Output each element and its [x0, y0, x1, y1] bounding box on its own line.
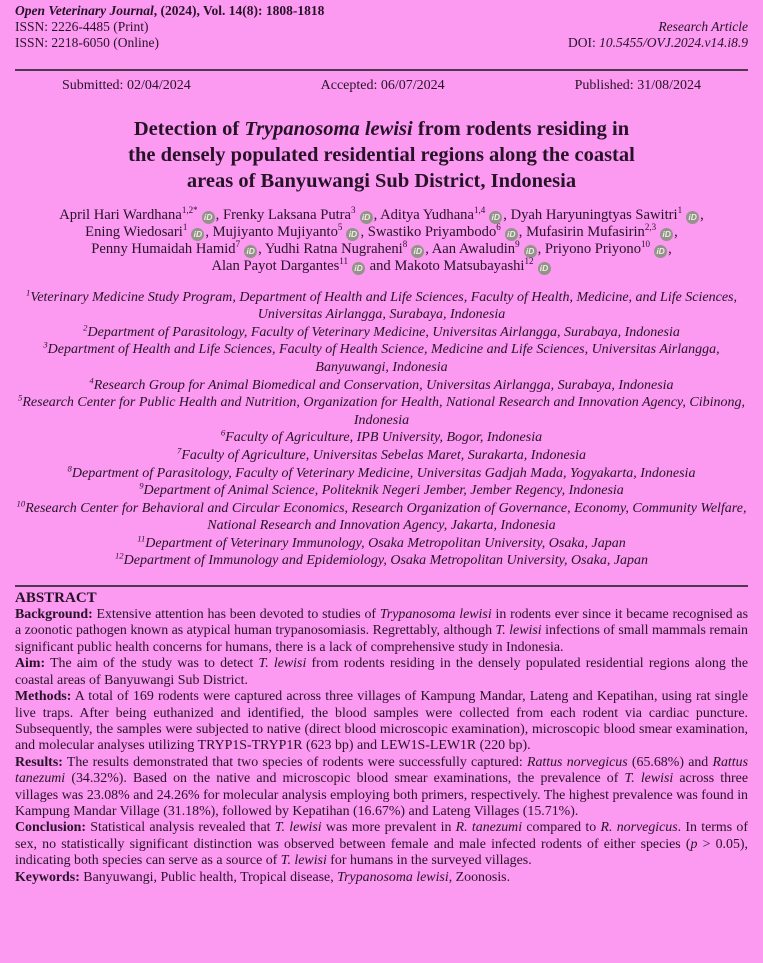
abstract-paragraph	[15, 820, 748, 869]
text-run: was more prevalent in	[321, 820, 456, 836]
text-run: Rattus tanezumi	[15, 754, 748, 787]
author-name: April Hari Wardhana$^{1,2*}$iD	[59, 207, 215, 223]
orcid-icon[interactable]: iD	[346, 228, 359, 241]
abstract-paragraph	[15, 755, 748, 821]
title-line	[0, 142, 763, 168]
author-affiliation-sup: 6	[496, 221, 501, 232]
abstract-body	[15, 607, 748, 886]
author-affiliation-sup: 1	[677, 204, 683, 215]
journal-citation-line	[15, 3, 748, 19]
abstract-paragraph	[15, 607, 748, 656]
author-affiliation-sup: 8	[402, 238, 408, 249]
author-line: Ening Wiedosari$^1$iD , Mujiyanto Mujiyanto$^5$iD , Swastiko Priyambodo$^6$iD , Mufasirin Mufasirin$^{2,3}$iD ,	[85, 221, 678, 240]
affiliation-item: $^4$Research Group for Animal Biomedical and Conservation, Universitas Airlangga, Surabaya, Indonesia	[89, 374, 674, 393]
text-run: from rodents residing in	[412, 117, 630, 140]
orcid-icon[interactable]: iD	[489, 211, 502, 224]
title-line	[0, 116, 763, 142]
text-run: T. lewisi	[280, 853, 327, 869]
issn-online: ISSN: 2218-6050 (Online)	[15, 35, 159, 51]
text-run: 10.5455/OVJ.2024.v14.i8.9	[599, 35, 748, 51]
text-run: . In terms of sex, no statistically significant distinction was observed between female and male infected rodents of either species (	[15, 820, 748, 852]
orcid-icon[interactable]: iD	[524, 245, 537, 258]
author-affiliation-sup: 7	[235, 238, 241, 249]
affiliation-item: $^3$Department of Health and Life Sciences, Faculty of Health Science, Medicine and Life Sciences, Universitas Airlangga, Banyuwangi, Indonesia	[43, 339, 720, 375]
text-run: p	[690, 836, 698, 852]
text-run: (65.68%) and	[627, 754, 713, 770]
affiliations-list	[0, 286, 763, 571]
abstract-heading: ABSTRACT	[15, 590, 97, 607]
orcid-icon[interactable]: iD	[411, 245, 424, 258]
orcid-icon[interactable]: iD	[244, 245, 257, 258]
text-run: R. tanezumi	[455, 820, 523, 836]
author-name: Aan Awaludin$^9$iD	[432, 241, 538, 257]
author-affiliation-sup: 3	[351, 204, 356, 215]
author-name: Penny Humaidah Hamid$^7$iD	[91, 241, 258, 257]
author-name: Alan Payot Dargantes$^{11}$iD	[211, 258, 366, 274]
affiliation-sup: 4	[89, 374, 94, 385]
text-run: areas of Banyuwangi Sub District, Indonesia	[186, 169, 577, 192]
affiliation-sup: 8	[67, 462, 72, 473]
text-run: for humans in the surveyed villages.	[326, 853, 532, 869]
affiliation-item: $^{12}$Department of Immunology and Epidemiology, Osaka Metropolitan University, Osaka, Japan	[114, 550, 649, 569]
text-run: > 0.05), indicating both species can serve as a source of	[15, 836, 749, 869]
author-list	[0, 204, 763, 275]
issn-print: ISSN: 2226-4485 (Print)	[15, 19, 149, 35]
author-name: Ening Wiedosari$^1$iD	[85, 224, 205, 240]
author-name: Makoto Matsubayashi$^{12}$iD	[394, 258, 551, 274]
abstract-paragraph	[15, 656, 748, 689]
author-name: Mujiyanto Mujiyanto$^5$iD	[213, 224, 361, 240]
title-line	[0, 168, 763, 194]
article-type-label: Research Article	[658, 19, 748, 35]
text-run: Detection of	[133, 117, 245, 140]
affiliation-sup: 7	[177, 445, 182, 456]
dates-row	[0, 71, 763, 94]
orcid-icon[interactable]: iD	[191, 228, 204, 241]
affiliation-sup: 3	[43, 339, 48, 350]
orcid-icon[interactable]: iD	[352, 262, 365, 275]
text-run: Aim:	[15, 656, 46, 672]
author-line: April Hari Wardhana$^{1,2*}$iD , Frenky Laksana Putra$^3$iD , Aditya Yudhana$^{1,4}$iD , Dyah Haryuningtyas Sawitri$^1$iD ,	[59, 204, 704, 223]
text-run: across three villages was 23.08% and 24.26% for molecular analysis employing both primers, respectively. The highest prevalence was found in Kampung Mandar Village (31.18%), followed by Kepatihan (16.67%) and Lateng Villages (15.71%).	[15, 771, 749, 819]
affiliation-item: $^5$Research Center for Public Health and Nutrition, Organization for Health, National Research and Innovation Agency, Cibinong, Indonesia	[18, 392, 745, 428]
abstract-divider	[15, 585, 748, 587]
orcid-icon[interactable]: iD	[538, 262, 551, 275]
text-run: , (2024), Vol. 14(8): 1808-1818	[153, 3, 325, 18]
affiliation-sup: 2	[83, 322, 88, 333]
text-run: in rodents ever since it became recognised as a zoonotic pathogen known as atypical human trypanosomiasis. Regrettably, although	[15, 607, 748, 639]
affiliation-item: $^{10}$Research Center for Behavioral and Circular Economics, Research Organization of Governance, Economy, Community Welfare, National Research and Innovation Agency, Jakarta, Indonesia	[16, 498, 747, 534]
text-run: Banyuwangi, Public health, Tropical disease,	[79, 869, 338, 885]
doi-link[interactable]	[568, 35, 748, 51]
text-run: Background:	[15, 607, 93, 623]
affiliation-sup: 9	[139, 480, 144, 491]
affiliation-sup: 10	[16, 498, 26, 509]
text-run: Trypanosoma lewisi	[379, 607, 492, 623]
affiliation-sup: 5	[18, 392, 23, 403]
affiliation-item: $^6$Faculty of Agriculture, IPB University, Bogor, Indonesia	[220, 427, 543, 446]
abstract-paragraph	[15, 689, 748, 755]
text-run: infections of small mammals remain significant public health concerns for humans, there is a lack of comprehensive study in Indonesia.	[15, 623, 748, 655]
text-run: Trypanosoma lewisi	[244, 117, 413, 140]
author-affiliation-sup: 2,3	[644, 221, 657, 232]
text-run: from rodents residing in the densely populated residential regions along the coastal areas of Banyuwangi Sub District.	[15, 656, 748, 688]
text-run: , Zoonosis.	[448, 869, 511, 885]
text-run: A total of 169 rodents were captured across three villages of Kampung Mandar, Lateng and Kepatihan, using rat single live traps. After being euthanized and identified, the blood samples were collected from each rodent via cardiac puncture. Subsequently, the samples were subjected to native (direct blood microscopic examination), microscopic blood smear examination, and molecular analyses utilizing TRYP1S-TRYP1R (623 bp) and LEW1S-LEW1R (220 bp).	[15, 689, 748, 754]
orcid-icon[interactable]: iD	[505, 228, 518, 241]
text-run: Statistical analysis revealed that	[86, 820, 275, 836]
affiliation-sup: 1	[25, 286, 31, 297]
text-run: the densely populated residential regions along the coastal	[128, 143, 635, 166]
author-affiliation-sup: 1,2*	[181, 204, 198, 215]
author-name: Dyah Haryuningtyas Sawitri$^1$iD	[511, 207, 701, 223]
text-run: T. lewisi	[624, 771, 674, 787]
author-affiliation-sup: 10	[641, 238, 651, 249]
text-run: T. lewisi	[258, 656, 307, 672]
text-run: The aim of the study was to detect	[45, 656, 259, 672]
author-affiliation-sup: 1	[182, 221, 188, 232]
author-affiliation-sup: 12	[524, 255, 534, 266]
affiliation-sup: 12	[114, 550, 124, 561]
author-name: Priyono Priyono$^{10}$iD	[545, 241, 668, 257]
text-run: compared to	[522, 820, 601, 836]
text-run: T. lewisi	[274, 820, 322, 836]
text-run: T. lewisi	[495, 623, 542, 639]
author-name: Yudhi Ratna Nugraheni$^8$iD	[265, 241, 425, 257]
abstract-paragraph	[15, 870, 748, 886]
text-run: Keywords:	[15, 869, 80, 885]
affiliation-item: $^8$Department of Parasitology, Faculty of Veterinary Medicine, Universitas Gadjah Mada, Yogyakarta, Indonesia	[67, 462, 696, 481]
author-name: Mufasirin Mufasirin$^{2,3}$iD	[526, 224, 674, 240]
affiliation-item: $^1$Veterinary Medicine Study Program, Department of Health and Life Sciences, Faculty of Health, Medicine, and Life Sciences, Universitas Airlangga, Surabaya, Indonesia	[25, 286, 738, 323]
published-date: Published: 31/08/2024	[574, 77, 701, 93]
text-run: Extensive attention has been devoted to studies of	[92, 607, 380, 623]
text-run: Open Veterinary Journal	[15, 3, 154, 18]
orcid-icon[interactable]: iD	[686, 211, 699, 224]
author-affiliation-sup: 9	[515, 238, 520, 249]
article-title	[0, 116, 763, 194]
orcid-icon[interactable]: iD	[660, 228, 673, 241]
author-line: Alan Payot Dargantes$^{11}$iD and Makoto Matsubayashi$^{12}$iD	[0, 258, 763, 275]
text-run: The results demonstrated that two species of rodents were successfully captured:	[62, 754, 527, 770]
text-run: Trypanosoma lewisi	[337, 869, 449, 885]
text-run: (34.32%). Based on the native and microscopic blood smear examinations, the prevalence of	[65, 771, 625, 787]
page-header	[0, 0, 763, 52]
author-line: Penny Humaidah Hamid$^7$iD , Yudhi Ratna Nugraheni$^8$iD , Aan Awaludin$^9$iD , Priyono Priyono$^{10}$iD ,	[91, 238, 672, 257]
text-run: Conclusion:	[15, 820, 87, 836]
author-affiliation-sup: 5	[337, 221, 343, 232]
author-name: Aditya Yudhana$^{1,4}$iD	[380, 207, 503, 223]
affiliation-sup: 6	[220, 427, 226, 438]
author-name: Swastiko Priyambodo$^6$iD	[368, 224, 519, 240]
author-name: Frenky Laksana Putra$^3$iD	[223, 207, 374, 223]
affiliation-item: $^{11}$Department of Veterinary Immunology, Osaka Metropolitan University, Osaka, Japan	[137, 533, 626, 551]
text-run: R. norvegicus	[600, 820, 678, 836]
affiliation-sup: 11	[137, 533, 146, 544]
orcid-icon[interactable]: iD	[360, 211, 373, 224]
submitted-date: Submitted: 02/04/2024	[62, 77, 191, 93]
text-run: Results:	[15, 754, 63, 770]
affiliation-item: $^2$Department of Parasitology, Faculty of Veterinary Medicine, Universitas Airlangga, Surabaya, Indonesia	[83, 322, 680, 340]
author-affiliation-sup: 1,4	[473, 204, 486, 215]
orcid-icon[interactable]: iD	[202, 211, 215, 224]
text-run: DOI:	[568, 35, 600, 51]
author-affiliation-sup: 11	[339, 255, 348, 266]
orcid-icon[interactable]: iD	[654, 245, 667, 258]
affiliation-item: $^9$Department of Animal Science, Politeknik Negeri Jember, Jember Regency, Indonesia	[139, 480, 624, 499]
accepted-date: Accepted: 06/07/2024	[320, 77, 445, 93]
text-run: Methods:	[15, 689, 72, 705]
text-run: Rattus norvegicus	[526, 754, 628, 770]
affiliation-item: $^7$Faculty of Agriculture, Universitas Sebelas Maret, Surakarta, Indonesia	[177, 445, 586, 463]
